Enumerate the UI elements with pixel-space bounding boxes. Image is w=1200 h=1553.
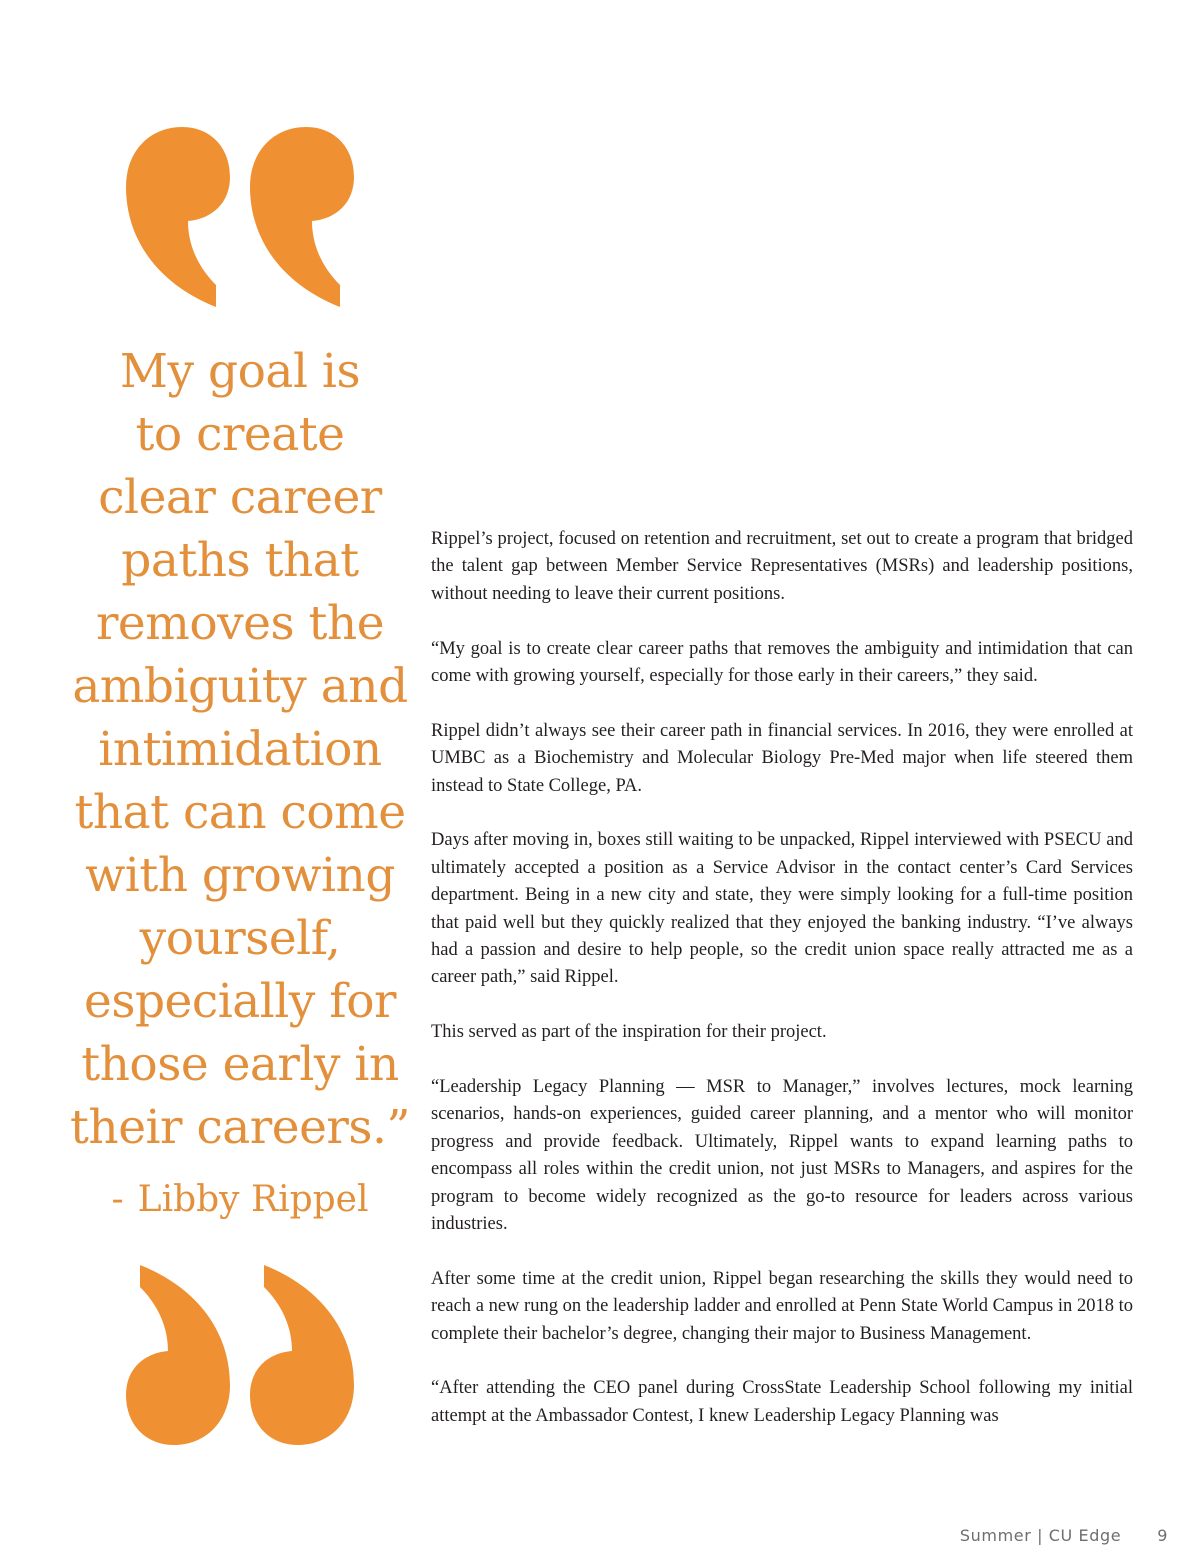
pull-quote xyxy=(60,340,420,1159)
article-body xyxy=(431,526,1133,1430)
quote-attribution xyxy=(60,1176,420,1224)
page-footer xyxy=(960,1526,1168,1545)
pull-quote-line: that can come xyxy=(74,785,406,840)
pull-quote-line: those early in xyxy=(81,1037,399,1092)
pull-quote-line: to create xyxy=(135,407,345,462)
pull-quote-line: paths that xyxy=(121,533,359,588)
article-paragraph: After some time at the credit union, Rippel began researching the skills they would need to reach a new rung on the leadership ladder and enrolled at Penn State World Campus in 2018 to complete their bachelor’s degree, changing their major to Business Management. xyxy=(431,1268,1133,1344)
article-paragraph: Rippel’s project, focused on retention and recruitment, set out to create a program that bridged the talent gap between Member Service Representatives (MSRs) and leadership positions, without needing to leave their current positions. xyxy=(431,529,1133,604)
pull-quote-line: intimidation xyxy=(98,722,382,777)
pull-quote-line: ambiguity and xyxy=(72,659,408,714)
pull-quote-line: My goal is xyxy=(119,344,361,399)
pull-quote-line: clear career xyxy=(98,470,382,525)
open-quote-icon xyxy=(120,125,360,310)
page-number: 9 xyxy=(1157,1526,1168,1545)
article-paragraph: Days after moving in, boxes still waiting to be unpacked, Rippel interviewed with PSECU and ultimately accepted a position as a Service Advisor in the contact center’s Card Services department. Being in a new city and state, they were simply looking for a full-time position that paid well but they quickly realized that they enjoyed the banking industry. “I’ve always had a passion and desire to help people, so the credit union space really attracted me as a career path,” said Rippel. xyxy=(431,830,1133,988)
article-paragraph: Rippel didn’t always see their career path in financial services. In 2016, they were enrolled at UMBC as a Biochemistry and Molecular Biology Pre-Med major when life steered them instead to State College, PA. xyxy=(431,720,1133,796)
attribution-name: Libby Rippel xyxy=(137,1179,369,1220)
article-paragraph: “After attending the CEO panel during CrossState Leadership School following my initial attempt at the Ambassador Contest, I knew Leadership Legacy Planning was xyxy=(431,1378,1133,1426)
pull-quote-line: their careers.” xyxy=(70,1100,410,1155)
pull-quote-line: yourself, xyxy=(139,911,341,966)
pull-quote-line: with growing xyxy=(85,848,395,903)
attribution-dash: - xyxy=(111,1179,124,1220)
article-paragraph: This served as part of the inspiration for their project. xyxy=(431,1022,827,1043)
article-paragraph: “Leadership Legacy Planning — MSR to Manager,” involves lectures, mock learning scenarios, hands-on experiences, guided career planning, and a mentor who will monitor progress and provide feedback. Ultimately, Rippel wants to expand learning paths to encompass all roles within the credit union, not just MSRs to Managers, and aspires for the program to become widely recognized as the go-to resource for leaders across various industries. xyxy=(431,1077,1133,1235)
close-quote-icon xyxy=(120,1262,360,1447)
pull-quote-line: removes the xyxy=(95,596,385,651)
article-paragraph: “My goal is to create clear career paths that removes the ambiguity and intimidation that can come with growing yourself, especially for those early in their careers,” they said. xyxy=(431,638,1133,687)
pull-quote-line: especially for xyxy=(84,974,396,1029)
publication-name: Summer | CU Edge xyxy=(959,1526,1122,1545)
